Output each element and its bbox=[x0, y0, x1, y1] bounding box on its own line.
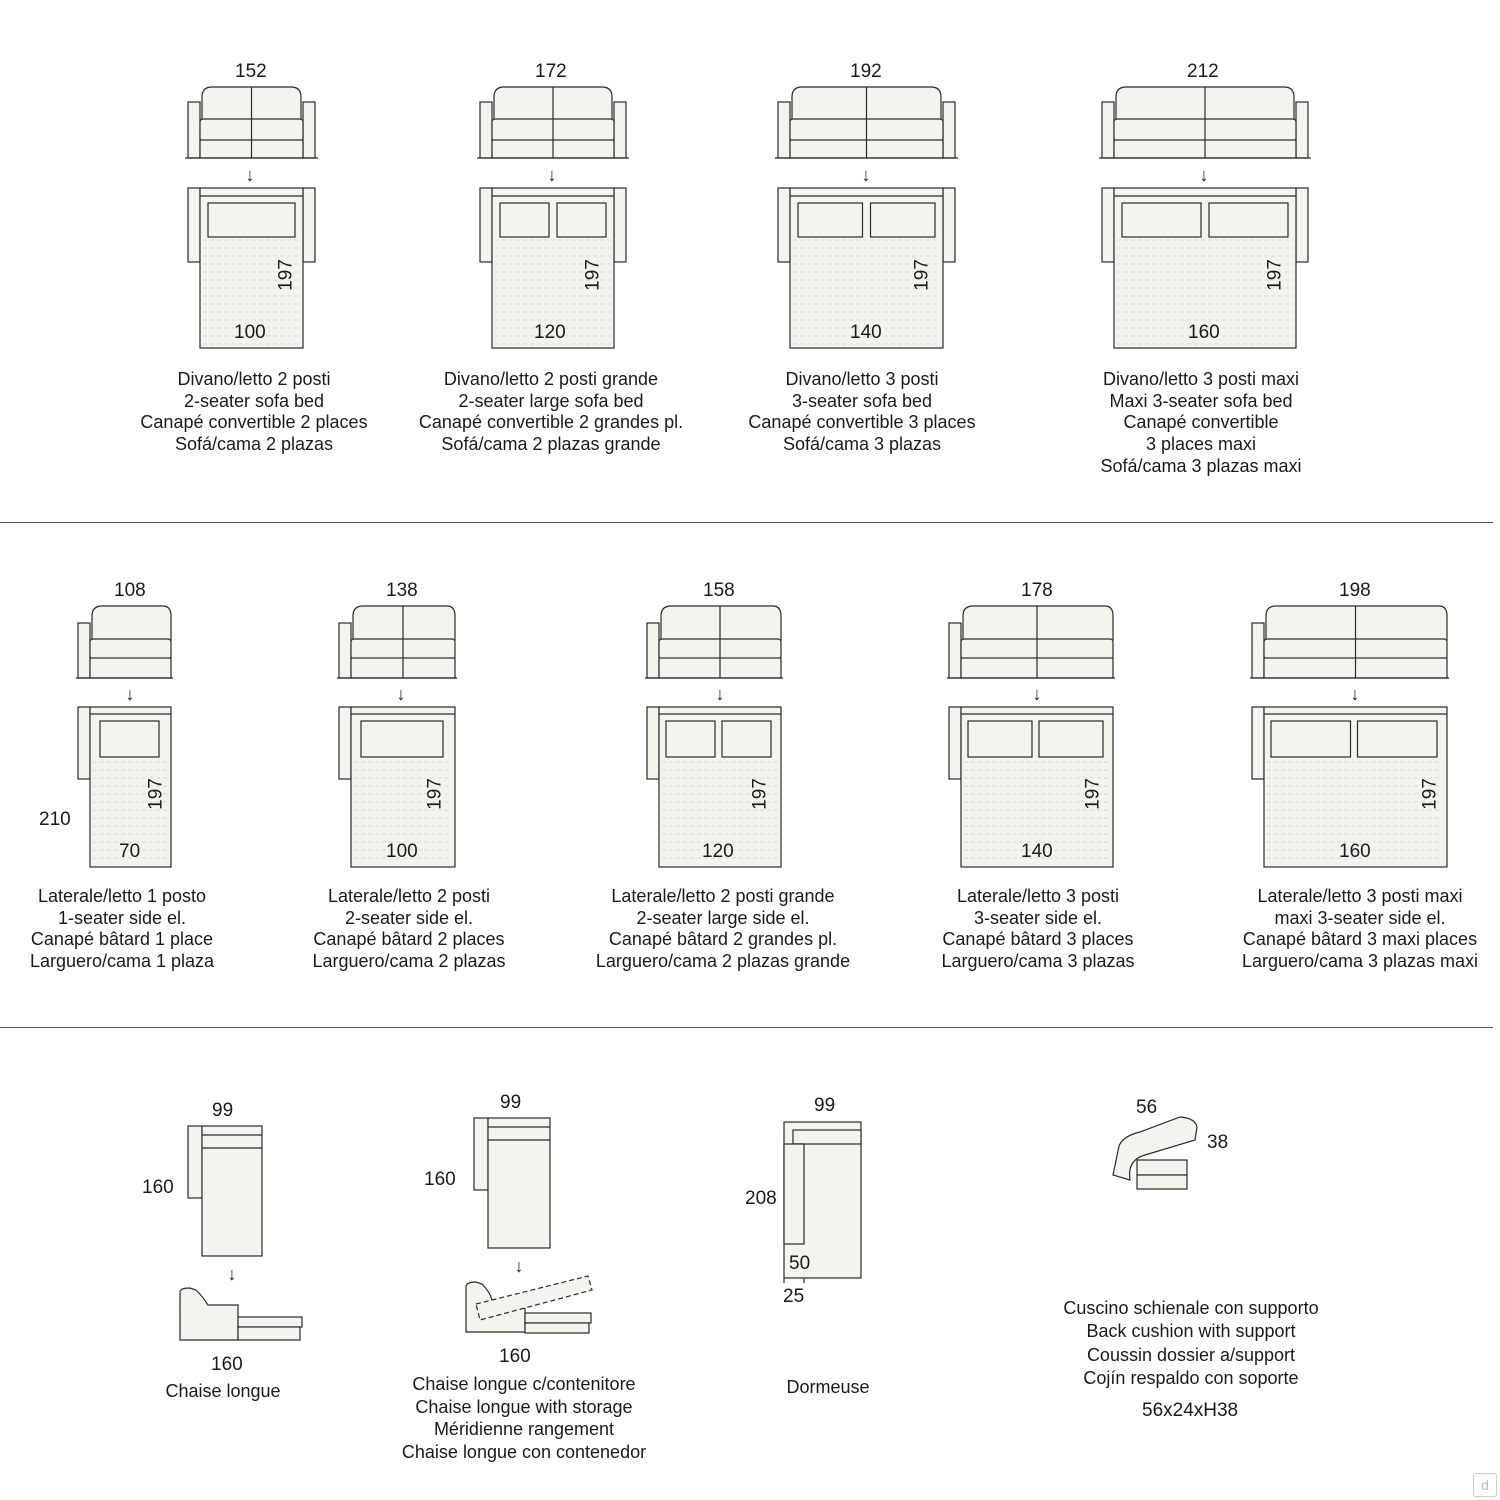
bed-length-label: 197 bbox=[275, 259, 297, 291]
sofa-width-label: 158 bbox=[703, 580, 735, 601]
right-arm bbox=[943, 102, 955, 158]
pillow bbox=[500, 203, 549, 237]
left-arm bbox=[480, 102, 492, 158]
dormeuse-side bbox=[784, 1144, 804, 1244]
bed-length-label: 197 bbox=[424, 778, 446, 810]
left-arm bbox=[778, 102, 790, 158]
right-arm bbox=[1296, 188, 1308, 262]
arrow-down-icon: ↓ bbox=[1350, 684, 1360, 704]
pillow bbox=[1271, 721, 1351, 757]
model-caption: Laterale/letto 2 posti grande 2-seater large side el. Canapé bâtard 2 grandes pl. Larguero/cama 2 plazas grande bbox=[595, 886, 851, 972]
left-arm bbox=[1102, 188, 1114, 262]
arrow-down-icon: ↓ bbox=[1032, 684, 1042, 704]
arrow-down-icon: ↓ bbox=[861, 165, 871, 185]
left-arm bbox=[188, 102, 200, 158]
left-arm bbox=[480, 188, 492, 262]
bed-width-label: 70 bbox=[119, 841, 141, 862]
bed-width-label: 160 bbox=[1339, 841, 1371, 862]
right-arm bbox=[1296, 102, 1308, 158]
cushion-height-label: 38 bbox=[1207, 1132, 1229, 1153]
model-caption: Chaise longue bbox=[165, 1381, 281, 1401]
arrow-down-icon: ↓ bbox=[245, 165, 255, 185]
pillow bbox=[1122, 203, 1201, 237]
sofa-width-label: 152 bbox=[235, 61, 267, 82]
pillow bbox=[557, 203, 606, 237]
bed-width-label: 100 bbox=[386, 841, 418, 862]
bed-length-label: 197 bbox=[911, 259, 933, 291]
sofa-width-label: 138 bbox=[386, 580, 418, 601]
brand-logo: d bbox=[1473, 1473, 1497, 1497]
chaise-extension bbox=[238, 1317, 302, 1327]
right-arm bbox=[614, 188, 626, 262]
arrow-down-icon: ↓ bbox=[227, 1264, 237, 1284]
left-arm bbox=[339, 707, 351, 779]
bed-width-label: 140 bbox=[850, 322, 882, 343]
sofa-back bbox=[353, 606, 455, 640]
pillow bbox=[1039, 721, 1103, 757]
sofa-width-label: 178 bbox=[1021, 580, 1053, 601]
bed-width-label: 120 bbox=[702, 841, 734, 862]
row-separator-2 bbox=[0, 1027, 1493, 1028]
arrow-down-icon: ↓ bbox=[547, 165, 557, 185]
pillow bbox=[722, 721, 771, 757]
left-arm bbox=[1252, 707, 1264, 779]
bed-width-label: 160 bbox=[1188, 322, 1220, 343]
model-caption: Cuscino schienale con supporto Back cushion with support Coussin dossier a/support Cojín respaldo con soporte bbox=[1063, 1298, 1319, 1388]
cushion-size-label: 56x24xH38 bbox=[1142, 1400, 1239, 1421]
bed-length-label: 197 bbox=[145, 778, 167, 810]
storage-open-length-label: 160 bbox=[499, 1346, 531, 1367]
right-arm bbox=[614, 102, 626, 158]
cushion-support bbox=[1137, 1160, 1187, 1175]
bed-length-label: 197 bbox=[582, 259, 604, 291]
model-caption: Laterale/letto 3 posti maxi maxi 3-seater side el. Canapé bâtard 3 maxi places Larguero/cama 3 plazas maxi bbox=[1241, 886, 1479, 972]
arrow-down-icon: ↓ bbox=[715, 684, 725, 704]
model-caption: Divano/letto 2 posti grande 2-seater large sofa bed Canapé convertible 2 grandes pl. Sofá/cama 2 plazas grande bbox=[418, 369, 684, 455]
seat-cushion bbox=[90, 639, 171, 659]
sofa-base bbox=[90, 658, 171, 678]
bed-length-label: 197 bbox=[1082, 778, 1104, 810]
left-arm bbox=[778, 188, 790, 262]
storage-depth-label: 160 bbox=[424, 1169, 456, 1190]
bed-width-label: 100 bbox=[234, 322, 266, 343]
sofa-back bbox=[1266, 606, 1447, 640]
right-arm bbox=[303, 102, 315, 158]
bed-width-label: 120 bbox=[534, 322, 566, 343]
model-caption: Laterale/letto 2 posti 2-seater side el. Canapé bâtard 2 places Larguero/cama 2 plazas bbox=[312, 886, 506, 972]
left-arm bbox=[1102, 102, 1114, 158]
bed-length-label: 197 bbox=[1264, 259, 1286, 291]
model-caption: Divano/letto 3 posti maxi Maxi 3-seater sofa bed Canapé convertible 3 places maxi Sofá/cama 3 plazas maxi bbox=[1100, 369, 1302, 476]
pillow bbox=[871, 203, 936, 237]
arrow-down-icon: ↓ bbox=[514, 1256, 524, 1276]
dormeuse-back bbox=[793, 1130, 861, 1144]
storage-width-label: 99 bbox=[500, 1092, 522, 1113]
model-caption: Divano/letto 3 posti 3-seater sofa bed Canapé convertible 3 places Sofá/cama 3 plazas bbox=[748, 369, 976, 455]
right-arm bbox=[303, 188, 315, 262]
sofa-width-label: 172 bbox=[535, 61, 567, 82]
pillow bbox=[666, 721, 715, 757]
sofa-width-label: 212 bbox=[1187, 61, 1219, 82]
sofa-back bbox=[92, 606, 171, 640]
sofa-width-label: 198 bbox=[1339, 580, 1371, 601]
arrow-down-icon: ↓ bbox=[125, 684, 135, 704]
model-caption: Divano/letto 2 posti 2-seater sofa bed Canapé convertible 2 places Sofá/cama 2 plazas bbox=[140, 369, 368, 455]
left-arm bbox=[647, 623, 659, 678]
total-depth-label: 210 bbox=[39, 809, 71, 830]
pillow bbox=[208, 203, 295, 237]
bed-length-label: 197 bbox=[749, 778, 771, 810]
left-arm bbox=[78, 707, 90, 779]
dormeuse-arm-label: 25 bbox=[783, 1286, 805, 1307]
pillow bbox=[1358, 721, 1438, 757]
left-arm bbox=[188, 1126, 202, 1198]
chaise-side-arm bbox=[180, 1288, 238, 1340]
model-caption: Laterale/letto 1 posto 1-seater side el. Canapé bâtard 1 place Larguero/cama 1 plaza bbox=[29, 886, 215, 972]
storage-extension-base bbox=[525, 1323, 589, 1333]
chaise-width-label: 99 bbox=[212, 1100, 234, 1121]
left-arm bbox=[1252, 623, 1264, 678]
cushion-width-label: 56 bbox=[1136, 1097, 1158, 1118]
cushion-support-base bbox=[1137, 1175, 1187, 1189]
pillow bbox=[100, 721, 159, 757]
pillow bbox=[968, 721, 1032, 757]
left-arm bbox=[188, 188, 200, 262]
sofa-width-label: 108 bbox=[114, 580, 146, 601]
left-arm bbox=[78, 623, 90, 678]
row-separator-1 bbox=[0, 522, 1493, 523]
sofa-back bbox=[963, 606, 1113, 640]
arrow-down-icon: ↓ bbox=[396, 684, 406, 704]
right-arm bbox=[943, 188, 955, 262]
pillow bbox=[361, 721, 443, 757]
dormeuse-width-label: 99 bbox=[814, 1095, 836, 1116]
model-caption: Chaise longue c/contenitore Chaise longue with storage Méridienne rangement Chaise longue con contenedor bbox=[401, 1374, 647, 1462]
chaise-depth-label: 160 bbox=[142, 1177, 174, 1198]
pillow bbox=[798, 203, 863, 237]
left-arm bbox=[949, 623, 961, 678]
left-arm bbox=[647, 707, 659, 779]
pillow bbox=[1209, 203, 1288, 237]
chaise-seat bbox=[488, 1118, 550, 1248]
bed-width-label: 140 bbox=[1021, 841, 1053, 862]
dormeuse-depth-label: 208 bbox=[745, 1188, 777, 1209]
model-caption: Laterale/letto 3 posti 3-seater side el. Canapé bâtard 3 places Larguero/cama 3 plazas bbox=[941, 886, 1135, 972]
left-arm bbox=[339, 623, 351, 678]
dormeuse-seat-label: 50 bbox=[789, 1253, 811, 1274]
chaise-seat bbox=[202, 1126, 262, 1256]
left-arm bbox=[949, 707, 961, 779]
arrow-down-icon: ↓ bbox=[1199, 165, 1209, 185]
bed-length-label: 197 bbox=[1419, 778, 1441, 810]
chaise-open-length-label: 160 bbox=[211, 1354, 243, 1375]
model-caption: Dormeuse bbox=[786, 1377, 870, 1397]
sofa-back bbox=[661, 606, 781, 640]
chaise-extension-base bbox=[238, 1327, 300, 1340]
left-arm bbox=[474, 1118, 488, 1190]
sofa-width-label: 192 bbox=[850, 61, 882, 82]
storage-extension bbox=[525, 1313, 591, 1323]
